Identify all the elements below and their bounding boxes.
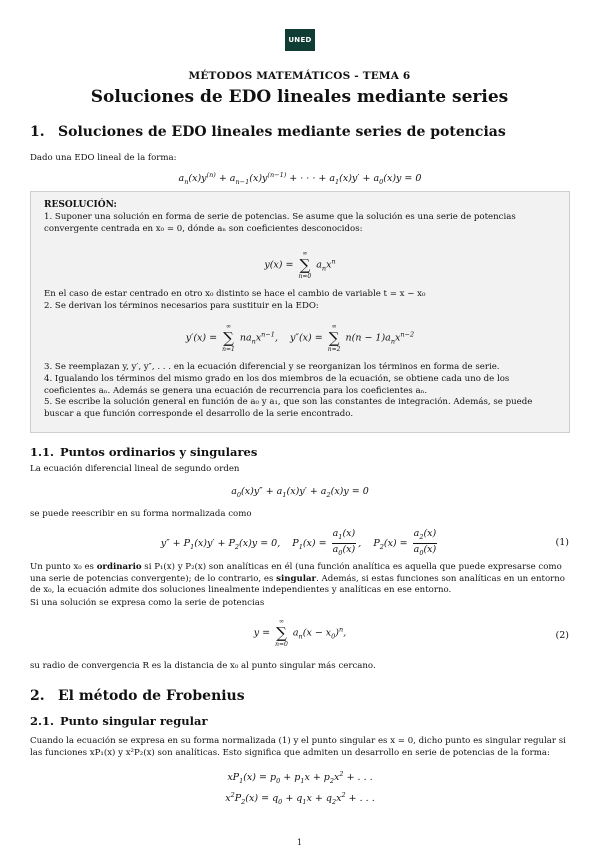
sec11-p1: La ecuación diferencial lineal de segundo orden: [30, 464, 240, 474]
resolution-label: RESOLUCIÓN:: [44, 200, 117, 210]
section-title: El método de Frobenius: [58, 688, 245, 704]
equation-normalized: $y'' + P_1(x)y' + P_2(x)y = 0$, $P_1(x)$ = $\frac{a_1(x)}{a_0(x)}$ , $P_2(x)$ = $\frac{a_2(x)}{a_0(x)}$: [160, 528, 437, 557]
equation-general-edo: $a_n(x)y^{(n)} + a_{n-1}(x)y^{(n-1)}$ + · · · + $a_1(x)y' + a_0(x)y = 0$: [178, 171, 422, 187]
resolution-step-1: 1. Suponer una solución en forma de serie de potencias. Se asume que la solución es una serie de potencias convergente centrada en x₀ = 0, dónde aₙ son coeficientes desconocidos:: [44, 212, 516, 234]
equation-number-1: (1): [555, 537, 569, 548]
section-2-heading: [30, 688, 245, 704]
text-fragment: si P₁(x) y P₂(x) son analíticas en él (una función analítica es aquella que puede expresarse como una serie de potencias convergente); de lo contrario, es: [30, 562, 562, 584]
section-2-1-heading: [30, 714, 208, 728]
course-title: MÉTODOS MATEMÁTICOS - TEMA 6: [188, 70, 411, 82]
resolution-step-4: 4. Igualando los términos del mismo grado en los dos miembros de la ecuación, se obtiene cada uno de los coeficientes aₙ. Además se genera una ecuación de recurrencia para los coeficientes aₙ.: [44, 374, 510, 396]
sec11-p2: se puede reescribir en su forma normalizada como: [30, 509, 252, 519]
equation-number-2: (2): [555, 630, 569, 641]
uned-logo: UNED: [285, 29, 315, 51]
equation-derivatives: y′(x) = ∞ ∑ n=1 $na_nx^{n-1}$, y″(x) = ∞ ∑ n=2 $n(n - 1)a_nx^{n-2}$: [185, 323, 415, 353]
resolution-step-2: 2. Se derivan los términos necesarios para sustituir en la EDO:: [44, 301, 319, 311]
section-title: Punto singular regular: [60, 714, 208, 728]
equation-second-order: $a_0(x)y'' + a_1(x)y' + a_2(x)y = 0$: [231, 486, 369, 499]
section-1-1-heading: [30, 445, 257, 459]
equation-series-x0: y = ∞ ∑ n=0 $a_n(x - x_0)^n$,: [253, 618, 347, 648]
section-number: 1.1.: [30, 445, 55, 459]
text-fragment: Un punto x₀ es: [30, 562, 97, 572]
section-title: Puntos ordinarios y singulares: [60, 445, 258, 459]
equation-xP1: $xP_1(x) = p_0 + p_1x + p_2x^2$ + . . .: [227, 770, 373, 786]
resolution-step-3: 3. Se reemplazan y, y′, y″, . . . en la ecuación diferencial y se reorganizan los términos en forma de serie.: [44, 362, 500, 372]
resolution-step-5: 5. Se escribe la solución general en función de a₀ y a₁, que son las constantes de integración. Además, se puede buscar a que función corresponde el desarrollo de la serie encontrado.: [44, 397, 533, 419]
sec1-intro: Dado una EDO lineal de la forma:: [30, 153, 177, 163]
equation-x2P2: $x^2P_2(x) = q_0 + q_1x + q_2x^2$ + . . .: [225, 791, 375, 807]
section-title: Soluciones de EDO lineales mediante series de potencias: [58, 124, 506, 140]
sec21-p1: Cuando la ecuación se expresa en su forma normalizada (1) y el punto singular es x = 0, dicho punto es singular regular si las funciones xP₁(x) y x²P₂(x) son analíticas. Esto significa que admiten un desarrollo en serie de potencias de la forma:: [30, 736, 566, 758]
sec11-p5: su radio de convergencia R es la distancia de x₀ al punto singular más cercano.: [30, 661, 376, 671]
page-number: 1: [296, 838, 303, 847]
section-number: 1.: [30, 124, 45, 140]
term-singular: singular: [276, 573, 317, 584]
resolution-note: En el caso de estar centrado en otro x₀ distinto se hace el cambio de variable t = x − x₀: [44, 289, 426, 299]
section-number: 2.: [30, 688, 45, 704]
term-ordinario: ordinario: [96, 562, 142, 572]
document-title: Soluciones de EDO lineales mediante series: [90, 87, 509, 107]
section-1-heading: [30, 124, 506, 140]
section-number: 2.1.: [30, 714, 55, 728]
sec11-p3: [30, 562, 570, 597]
sec11-p4: Si una solución se expresa como la serie de potencias: [30, 598, 265, 608]
text-fragment: . Además, si estas funciones son analíticas en un entorno de x₀, la ecuación admite dos soluciones linealmente independientes y analíticas en ese entorno.: [30, 573, 565, 595]
equation-power-series: y(x) = ∞ ∑ n=0 $a_nx^n$: [264, 250, 336, 280]
